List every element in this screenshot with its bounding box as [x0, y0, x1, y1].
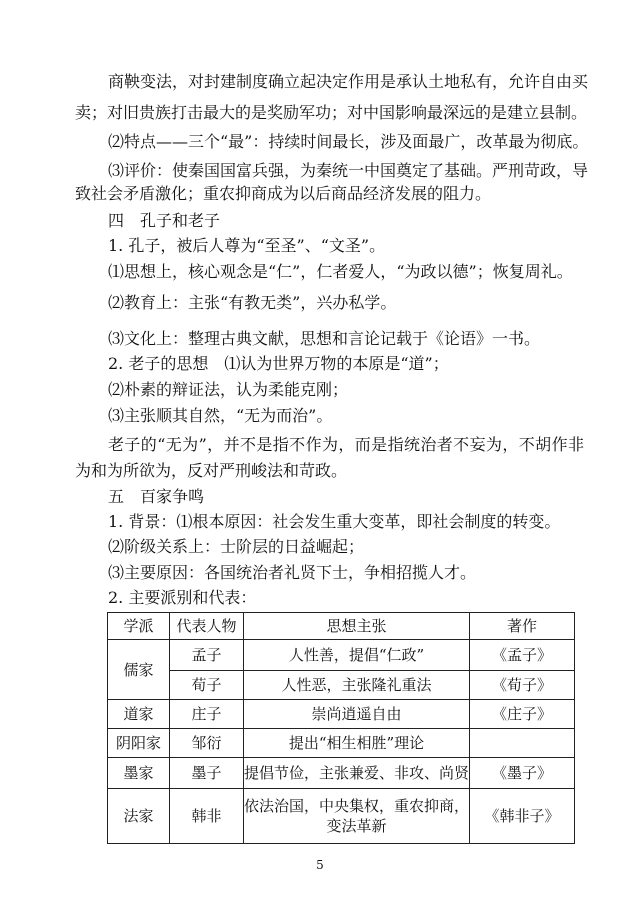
cell-school: 道家 [108, 700, 170, 729]
paragraph-line: 商鞅变法，对封建制度确立起决定作用是承认土地私有，允许自由买 [108, 72, 589, 91]
header-school: 学派 [108, 613, 170, 640]
paragraph-line: ⑵教育上：主张“有教无类”，兴办私学。 [108, 293, 397, 312]
cell-representative: 荀子 [170, 671, 244, 700]
cell-representative: 孟子 [170, 640, 244, 671]
header-ideas: 思想主张 [244, 613, 470, 640]
paragraph-line: 1. 背景：⑴根本原因：社会发生重大变革，即社会制度的转变。 [108, 512, 561, 531]
paragraph-line: 2. 老子的思想 ⑴认为世界万物的本原是“道”； [108, 354, 449, 373]
cell-ideas: 人性恶，主张隆礼重法 [244, 671, 470, 700]
cell-works: 《孟子》 [470, 640, 575, 671]
paragraph-line: 致社会矛盾激化；重农抑商成为以后商品经济发展的阻力。 [75, 184, 492, 203]
cell-representative: 邹衍 [170, 729, 244, 758]
cell-school: 阴阳家 [108, 729, 170, 758]
table-row [108, 671, 575, 700]
cell-ideas: 提倡节俭，主张兼爱、非攻、尚贤 [244, 758, 470, 789]
header-representative: 代表人物 [170, 613, 244, 640]
cell-school: 法家 [108, 789, 170, 844]
paragraph-line: ⑶文化上：整理古典文献，思想和言论记载于《论语》一书。 [108, 329, 541, 348]
paragraph-line: ⑵阶级关系上：士阶层的日益崛起； [108, 537, 365, 556]
paragraph-line: 卖；对旧贵族打击最大的是奖励军功；对中国影响最深远的是建立县制。 [75, 103, 588, 122]
cell-works: 《庄子》 [470, 700, 575, 729]
header-works: 著作 [470, 613, 575, 640]
cell-school: 墨家 [108, 758, 170, 789]
cell-ideas: 人性善，提倡“仁政” [244, 640, 470, 671]
cell-works: 《荀子》 [470, 671, 575, 700]
paragraph-line: 1. 孔子，被后人尊为“至圣”、“文圣”。 [108, 236, 386, 255]
table-row [108, 729, 575, 758]
paragraph-line: ⑴思想上，核心观念是“仁”，仁者爱人，“为政以德”；恢复周礼。 [108, 262, 573, 281]
section-heading: 四 孔子和老子 [108, 211, 221, 230]
table-row [108, 640, 575, 671]
cell-representative: 韩非 [170, 789, 244, 844]
paragraph-line: ⑶主要原因：各国统治者礼贤下士，争相招揽人才。 [108, 563, 477, 582]
paragraph-line: ⑶主张顺其自然，“无为而治”。 [108, 406, 333, 425]
table-header-row [108, 613, 575, 640]
section-heading: 五 百家争鸣 [108, 487, 205, 506]
table-row [108, 789, 575, 844]
cell-representative: 庄子 [170, 700, 244, 729]
cell-ideas: 依法治国，中央集权，重农抑商，变法革新 [244, 789, 470, 844]
page-number: 5 [316, 858, 324, 872]
table-row [108, 700, 575, 729]
table-row [108, 758, 575, 789]
cell-ideas: 提出“相生相胜”理论 [244, 729, 470, 758]
cell-school: 儒家 [108, 640, 170, 700]
paragraph-line: 老子的“无为”，并不是指不作为，而是指统治者不妄为，不胡作非 [108, 435, 584, 454]
paragraph-line: 为和为所欲为，反对严刑峻法和苛政。 [75, 461, 348, 480]
paragraph-line: 2. 主要派别和代表： [108, 588, 257, 607]
paragraph-line: ⑵朴素的辩证法，认为柔能克刚； [108, 380, 349, 399]
cell-works: 《韩非子》 [470, 789, 575, 844]
paragraph-line: ⑶评价：使秦国国富兵强，为秦统一中国奠定了基础。严刑苛政，导 [108, 161, 589, 180]
cell-works [470, 729, 575, 758]
cell-ideas: 崇尚逍遥自由 [244, 700, 470, 729]
schools-table [107, 612, 575, 844]
cell-representative: 墨子 [170, 758, 244, 789]
cell-works: 《墨子》 [470, 758, 575, 789]
paragraph-line: ⑵特点——三个“最”：持续时间最长，涉及面最广，改革最为彻底。 [108, 132, 589, 151]
